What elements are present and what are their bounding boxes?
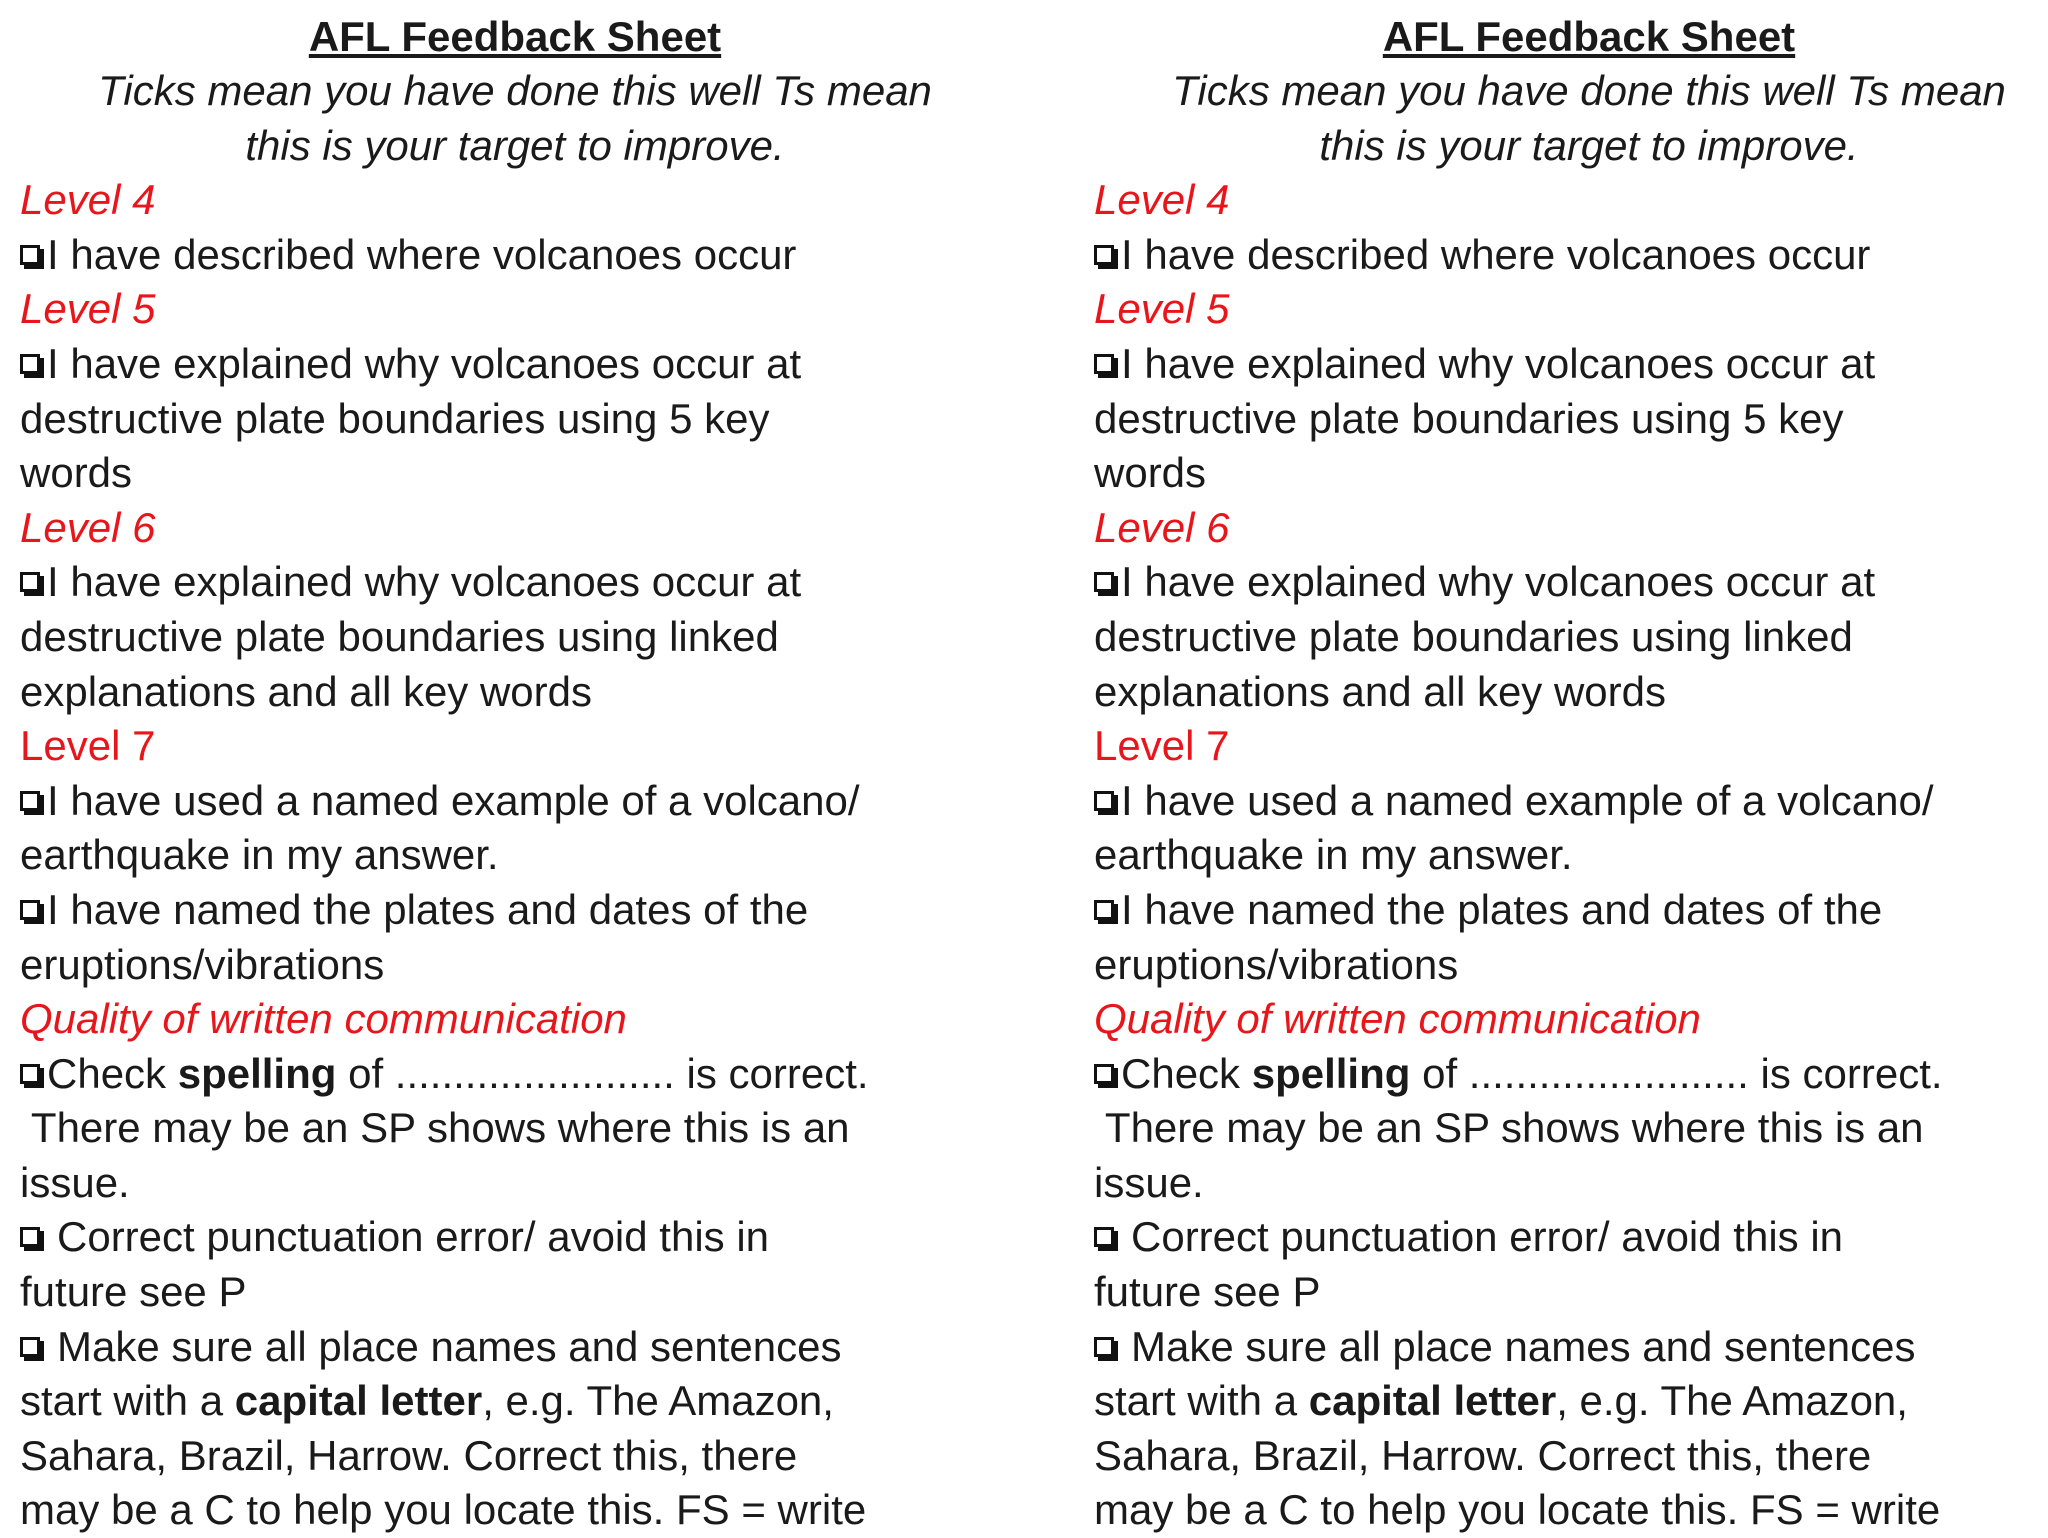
level-7-criterion-a — [20, 774, 1010, 829]
sheet-subtitle-line-1: Ticks mean you have done this well Ts mean — [98, 67, 932, 114]
criterion-text-continued: future see P — [20, 1268, 247, 1316]
criterion-text-continued: earthquake in my answer. — [20, 831, 499, 879]
feedback-sheet-right — [1094, 0, 2048, 1536]
criterion-bold-text: spelling — [177, 1049, 337, 1097]
criterion-text-continued: issue. — [20, 1158, 130, 1206]
level-5-criterion — [1094, 337, 2048, 392]
level-4-heading: Level 4 — [1094, 176, 1230, 224]
criterion-text: Correct punctuation error/ avoid this in — [57, 1213, 770, 1261]
punctuation-criterion — [20, 1210, 1010, 1265]
sheet-subtitle-line-2: this is your target to improve. — [1319, 121, 1859, 169]
level-4-criterion — [20, 228, 1010, 283]
checkbox-icon[interactable] — [1094, 1337, 1114, 1357]
criterion-text-continued: Sahara, Brazil, Harrow. Correct this, there — [20, 1431, 798, 1479]
checkbox-icon[interactable] — [20, 900, 40, 920]
level-4-heading: Level 4 — [20, 176, 156, 224]
level-6-heading: Level 6 — [20, 503, 156, 551]
sheet-subtitle-line-1: Ticks mean you have done this well Ts mean — [1172, 67, 2006, 114]
criterion-text-continued: words — [1094, 449, 1207, 497]
level-5-heading: Level 5 — [1094, 285, 1230, 333]
sheet-subtitle-line-2: this is your target to improve. — [245, 121, 785, 169]
criterion-text-continued: explanations and all key words — [1094, 667, 1667, 715]
level-5-criterion — [20, 337, 1010, 392]
criterion-text: , e.g. The Amazon, — [482, 1377, 834, 1425]
criterion-bold-text: capital letter — [234, 1377, 483, 1425]
qwc-heading: Quality of written communication — [20, 995, 627, 1043]
criterion-text: I have described where volcanoes occur — [47, 230, 797, 278]
qwc-heading: Quality of written communication — [1094, 995, 1701, 1043]
criterion-bold-text: capital letter — [1308, 1377, 1557, 1425]
level-6-criterion — [1094, 555, 2048, 610]
criterion-text: start with a — [20, 1377, 235, 1425]
checkbox-icon[interactable] — [1094, 1064, 1114, 1084]
checkbox-icon[interactable] — [20, 1337, 40, 1357]
level-5-heading: Level 5 — [20, 285, 156, 333]
feedback-sheet-left — [20, 0, 1010, 1536]
checkbox-icon[interactable] — [20, 245, 40, 265]
checkbox-icon[interactable] — [1094, 1227, 1114, 1247]
criterion-text: I have explained why volcanoes occur at — [1121, 339, 1876, 387]
criterion-text-continued — [20, 1374, 1010, 1429]
criterion-text-continued: future see P — [1094, 1268, 1321, 1316]
criterion-text: start with a — [1094, 1377, 1309, 1425]
criterion-text: I have described where volcanoes occur — [1121, 230, 1871, 278]
checkbox-icon[interactable] — [1094, 791, 1114, 811]
checkbox-icon[interactable] — [20, 1227, 40, 1247]
criterion-text-continued: There may be an SP shows where this is an — [20, 1104, 850, 1152]
level-7-heading: Level 7 — [1094, 722, 1230, 770]
checkbox-icon[interactable] — [1094, 900, 1114, 920]
criterion-text-continued: explanations and all key words — [20, 667, 593, 715]
criterion-text: I have used a named example of a volcano/ — [1121, 776, 1934, 824]
checkbox-icon[interactable] — [20, 791, 40, 811]
criterion-text: Make sure all place names and sentences — [57, 1322, 842, 1370]
criterion-text: I have explained why volcanoes occur at — [1121, 558, 1876, 606]
checkbox-icon[interactable] — [20, 354, 40, 374]
checkbox-icon[interactable] — [1094, 245, 1114, 265]
criterion-text-continued: eruptions/vibrations — [20, 940, 385, 988]
checkbox-icon[interactable] — [1094, 572, 1114, 592]
sheet-title: AFL Feedback Sheet — [1382, 13, 1796, 60]
criterion-text-continued: issue. — [1094, 1158, 1204, 1206]
criterion-text: Check — [1121, 1049, 1252, 1097]
level-7-criterion-a — [1094, 774, 2048, 829]
criterion-text-continued: eruptions/vibrations — [1094, 940, 1459, 988]
capital-letter-criterion — [1094, 1320, 2048, 1375]
spelling-criterion — [20, 1047, 1010, 1102]
criterion-text-continued: destructive plate boundaries using 5 key — [20, 394, 770, 442]
criterion-text-continued: Sahara, Brazil, Harrow. Correct this, there — [1094, 1431, 1872, 1479]
criterion-text-continued: There may be an SP shows where this is an — [1094, 1104, 1924, 1152]
spelling-criterion — [1094, 1047, 2048, 1102]
criterion-text-continued: destructive plate boundaries using 5 key — [1094, 394, 1844, 442]
criterion-text-continued — [1094, 1374, 2048, 1429]
level-6-heading: Level 6 — [1094, 503, 1230, 551]
criterion-text: , e.g. The Amazon, — [1556, 1377, 1908, 1425]
sheet-title: AFL Feedback Sheet — [308, 13, 722, 60]
level-7-heading: Level 7 — [20, 722, 156, 770]
criterion-text-continued: words — [20, 449, 133, 497]
level-7-criterion-b — [20, 883, 1010, 938]
level-6-criterion — [20, 555, 1010, 610]
checkbox-icon[interactable] — [20, 1064, 40, 1084]
criterion-text: of ........................ is correct. — [336, 1049, 869, 1097]
criterion-text: of ........................ is correct. — [1410, 1049, 1943, 1097]
criterion-text-continued: may be a C to help you locate this. FS = write — [1094, 1486, 1941, 1534]
checkbox-icon[interactable] — [1094, 354, 1114, 374]
criterion-text: Make sure all place names and sentences — [1131, 1322, 1916, 1370]
criterion-text: I have explained why volcanoes occur at — [47, 558, 802, 606]
criterion-text-continued: destructive plate boundaries using linked — [1094, 612, 1853, 660]
level-7-criterion-b — [1094, 883, 2048, 938]
criterion-text: I have named the plates and dates of the — [47, 885, 809, 933]
criterion-text-continued: may be a C to help you locate this. FS = write — [20, 1486, 867, 1534]
criterion-text: I have explained why volcanoes occur at — [47, 339, 802, 387]
criterion-bold-text: spelling — [1251, 1049, 1411, 1097]
checkbox-icon[interactable] — [20, 572, 40, 592]
criterion-text: I have named the plates and dates of the — [1121, 885, 1883, 933]
criterion-text-continued: earthquake in my answer. — [1094, 831, 1573, 879]
capital-letter-criterion — [20, 1320, 1010, 1375]
criterion-text: I have used a named example of a volcano/ — [47, 776, 860, 824]
criterion-text: Check — [47, 1049, 178, 1097]
criterion-text: Correct punctuation error/ avoid this in — [1131, 1213, 1844, 1261]
punctuation-criterion — [1094, 1210, 2048, 1265]
criterion-text-continued: destructive plate boundaries using linked — [20, 612, 779, 660]
level-4-criterion — [1094, 228, 2048, 283]
